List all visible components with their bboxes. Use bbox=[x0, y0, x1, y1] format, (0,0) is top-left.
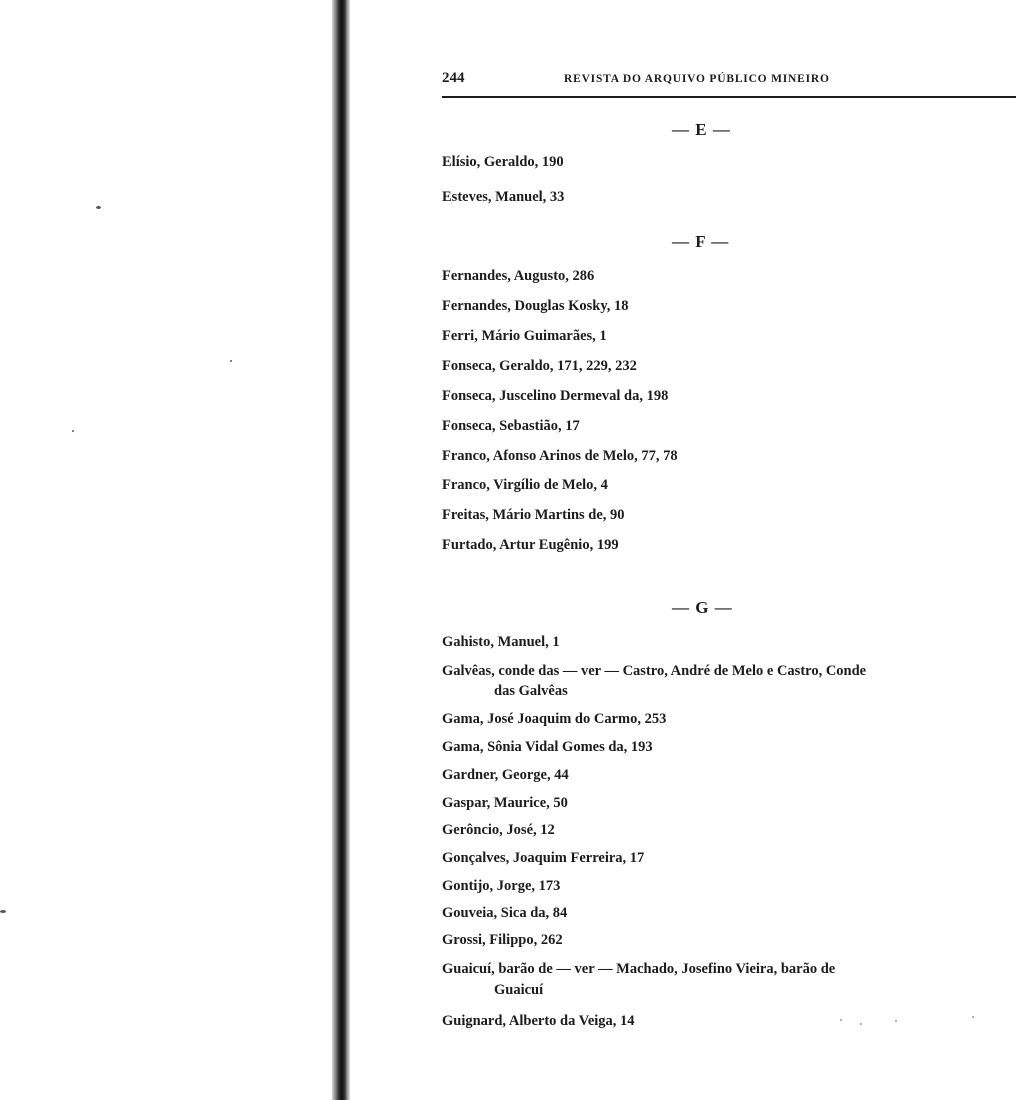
index-entry-continuation: Guaicuí bbox=[494, 982, 544, 998]
index-entry: Galvêas, conde das — ver — Castro, André de Melo e Castro, Conde bbox=[442, 663, 867, 679]
index-entry: Gouveia, Sica da, 84 bbox=[442, 905, 568, 921]
index-entry: Gama, Sônia Vidal Gomes da, 193 bbox=[442, 739, 653, 755]
index-entry: Gama, José Joaquim do Carmo, 253 bbox=[442, 711, 667, 727]
index-entry-continuation: das Galvêas bbox=[494, 683, 568, 699]
index-entry: Gerôncio, José, 12 bbox=[442, 822, 555, 838]
paper-speck bbox=[895, 1020, 897, 1022]
index-entry: Elísio, Geraldo, 190 bbox=[442, 154, 564, 170]
index-entry: Fonseca, Geraldo, 171, 229, 232 bbox=[442, 358, 637, 374]
index-entry: Esteves, Manuel, 33 bbox=[442, 189, 565, 205]
index-entry: Fernandes, Augusto, 286 bbox=[442, 268, 595, 284]
index-entry: Franco, Afonso Arinos de Melo, 77, 78 bbox=[442, 448, 678, 464]
index-entry: Gardner, George, 44 bbox=[442, 767, 569, 783]
paper-speck bbox=[0, 910, 6, 913]
index-entry: Fernandes, Douglas Kosky, 18 bbox=[442, 298, 629, 314]
index-entry: Grossi, Filippo, 262 bbox=[442, 932, 563, 948]
index-entry: Guaicuí, barão de — ver — Machado, Josefino Vieira, barão de bbox=[442, 961, 836, 977]
paper-speck bbox=[972, 1016, 974, 1018]
book-gutter bbox=[332, 0, 350, 1100]
page-number: 244 bbox=[442, 70, 465, 86]
index-entry: Ferri, Mário Guimarães, 1 bbox=[442, 328, 607, 344]
running-head bbox=[442, 70, 1016, 98]
index-entry: Guignard, Alberto da Veiga, 14 bbox=[442, 1013, 635, 1029]
index-entry: Franco, Virgílio de Melo, 4 bbox=[442, 477, 608, 493]
index-entry: Freitas, Mário Martins de, 90 bbox=[442, 507, 625, 523]
paper-speck bbox=[96, 206, 101, 209]
paper-speck bbox=[230, 360, 232, 362]
left-blank-page bbox=[0, 0, 332, 1100]
index-entry: Gaspar, Maurice, 50 bbox=[442, 795, 568, 811]
paper-speck bbox=[860, 1023, 862, 1025]
paper-speck bbox=[840, 1019, 842, 1021]
index-entry: Gontijo, Jorge, 173 bbox=[442, 878, 561, 894]
section-heading-e: — E — bbox=[672, 120, 731, 139]
index-entry: Gahisto, Manuel, 1 bbox=[442, 634, 560, 650]
index-entry: Fonseca, Sebastião, 17 bbox=[442, 418, 580, 434]
index-entry: Fonseca, Juscelino Dermeval da, 198 bbox=[442, 388, 669, 404]
section-heading-g: — G — bbox=[672, 598, 733, 617]
index-entry: Gonçalves, Joaquim Ferreira, 17 bbox=[442, 850, 645, 866]
section-heading-f: — F — bbox=[672, 232, 730, 251]
index-entry: Furtado, Artur Eugênio, 199 bbox=[442, 537, 619, 553]
journal-title: REVISTA DO ARQUIVO PÚBLICO MINEIRO bbox=[564, 73, 830, 85]
index-page bbox=[350, 0, 1016, 1100]
paper-speck bbox=[72, 430, 74, 432]
